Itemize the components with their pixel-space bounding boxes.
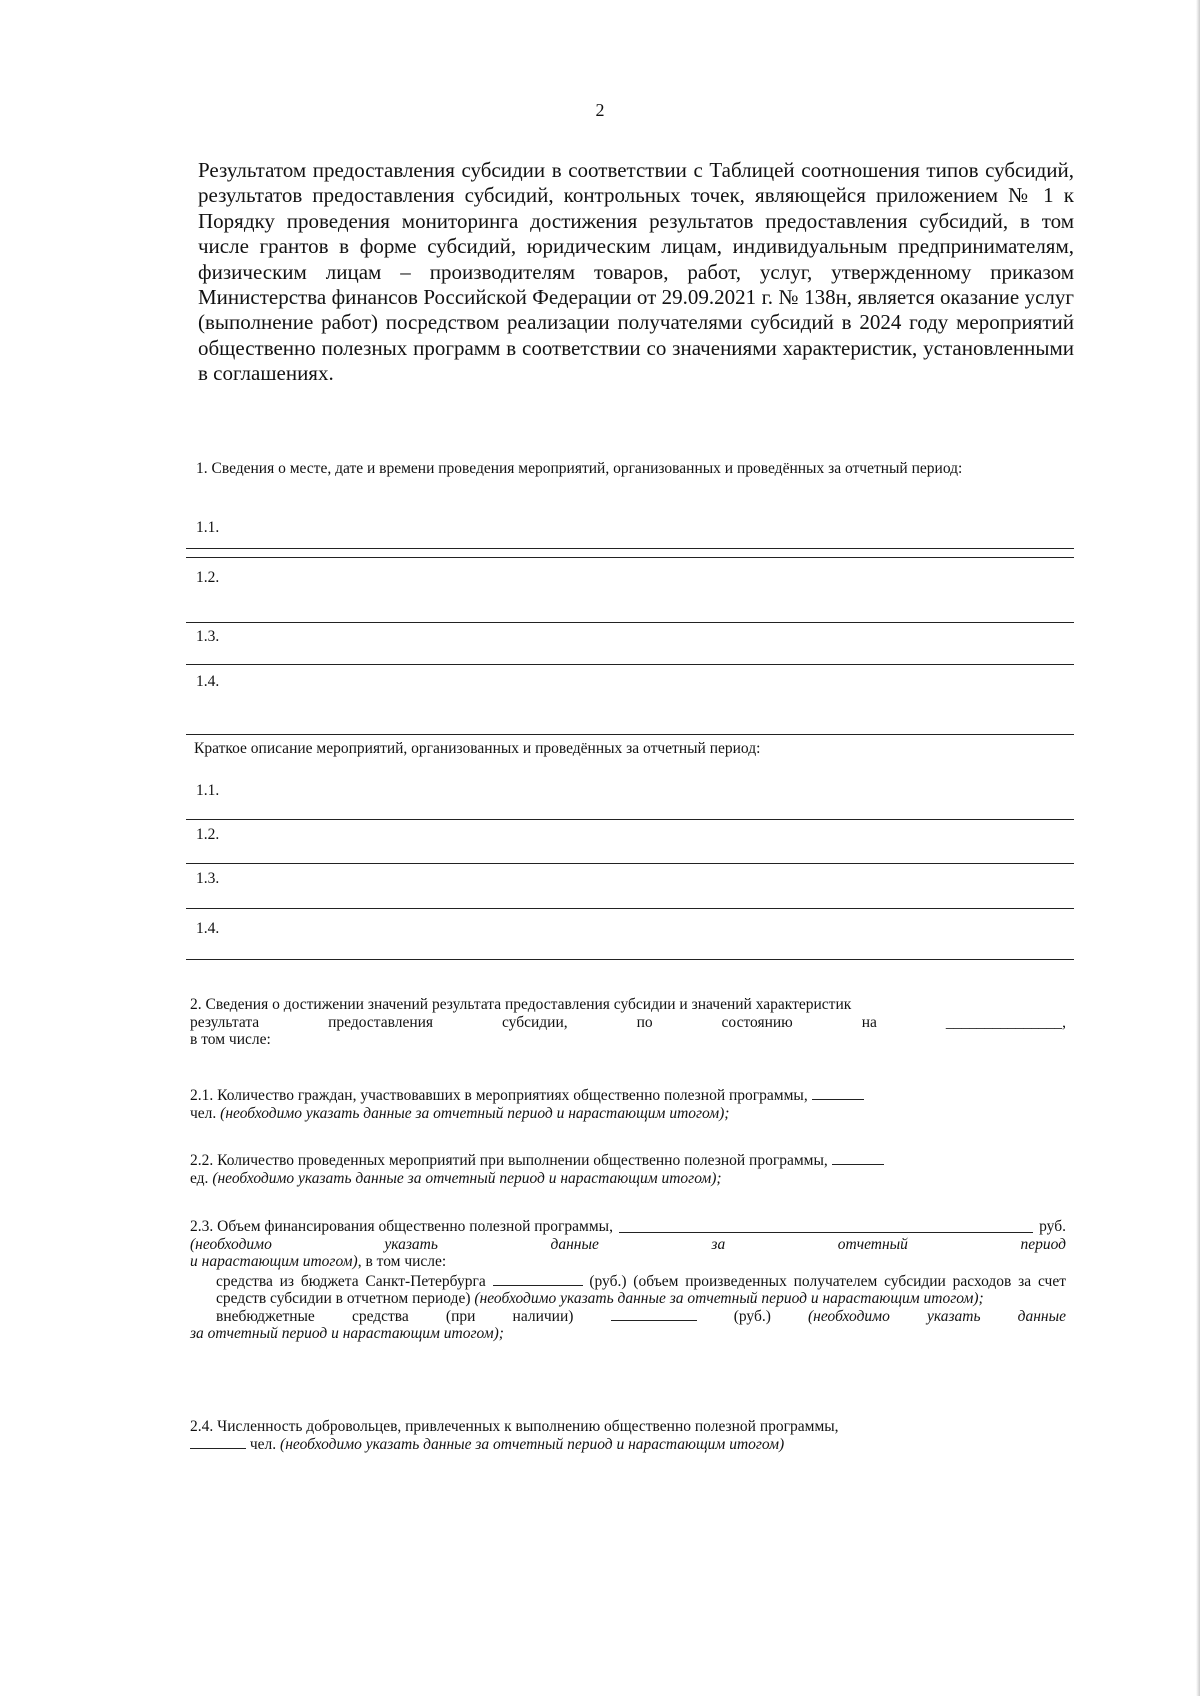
- extra-word: средства: [351, 1307, 409, 1325]
- page-number: 2: [595, 100, 605, 120]
- note-word: период: [1020, 1235, 1066, 1253]
- extra-funds-row: [190, 1308, 1066, 1326]
- budget-blank-field[interactable]: [493, 1273, 583, 1286]
- item-2-4-unit: чел.: [249, 1435, 277, 1453]
- item-2-1-note: (необходимо указать данные за отчетный период и нарастающим итогом);: [220, 1104, 730, 1122]
- heading-word: на: [861, 1013, 877, 1031]
- section1-item-line[interactable]: [186, 663, 1074, 665]
- item-2-1: [190, 1087, 1066, 1122]
- heading-word: состоянию: [721, 1013, 793, 1031]
- note-word: данные: [550, 1235, 599, 1253]
- brief-item-label: 1.1.: [196, 782, 220, 799]
- section2-heading: [190, 996, 1066, 1049]
- note-word: отчетный: [837, 1235, 908, 1253]
- scan-edge: [1196, 0, 1200, 1696]
- extra-note-word: (необходимо: [808, 1307, 890, 1325]
- section2-heading-line3: в том числе:: [190, 1031, 271, 1048]
- section1-item-line[interactable]: [186, 547, 1074, 549]
- brief-description-heading: Краткое описание мероприятий, организованных и проведённых за отчетный период:: [194, 740, 761, 757]
- brief-item-line[interactable]: [186, 907, 1074, 909]
- brief-item-line[interactable]: [186, 818, 1074, 820]
- item-2-3-text: 2.3. Объем финансирования общественно полезной программы,: [190, 1218, 613, 1235]
- budget-mid: (руб.) (объем произведенных получателем субсидии расходов за счет средств субсидии в отчетном периоде): [216, 1272, 1066, 1307]
- item-2-2-note: (необходимо указать данные за отчетный период и нарастающим итогом);: [212, 1169, 722, 1187]
- section1-item-label: 1.3.: [196, 628, 220, 645]
- item-2-1-unit: чел.: [190, 1104, 217, 1122]
- brief-item-line[interactable]: [186, 958, 1074, 960]
- extra-note-word: данные: [1017, 1307, 1066, 1325]
- note-word: (необходимо: [190, 1235, 272, 1253]
- brief-item-line[interactable]: [186, 862, 1074, 864]
- heading-word: по: [636, 1013, 653, 1031]
- item-2-2-text: 2.2. Количество проведенных мероприятий при выполнении общественно полезной программы,: [190, 1152, 828, 1169]
- section1-item-line[interactable]: [186, 556, 1074, 558]
- item-2-4-blank-field[interactable]: [190, 1436, 246, 1449]
- extra-blank-field[interactable]: [611, 1308, 697, 1321]
- extra-unit: (руб.): [733, 1307, 771, 1325]
- item-2-3-blank-field[interactable]: [619, 1220, 1033, 1233]
- section2-heading-line1: 2. Сведения о достижении значений результата предоставления субсидии и значений характеристик: [190, 996, 852, 1013]
- brief-item-label: 1.3.: [196, 870, 220, 887]
- item-2-3-note-end: и нарастающим итогом): [190, 1253, 358, 1270]
- intro-paragraph: Результатом предоставления субсидии в соответствии с Таблицей соотношения типов субсидий, результатов предоставления субсидий, контрольных точек, являющейся приложением № 1 к Порядку проведения мониторинга достижения результатов предоставления субсидий, в том числе грантов в форме субсидий, юридическим лицам, индивидуальным предпринимателям, физическим лицам – производителям товаров, работ, услуг, утвержденному приказом Министерства финансов Российской Федерации от 29.09.2021 г. № 138н, является оказание услуг (выполнение работ) посредством реализации получателями субсидий в 2024 году мероприятий общественно полезных программ в соответствии со значениями характеристик, установленными в соглашениях.: [198, 158, 1074, 386]
- note-word: за: [711, 1235, 726, 1253]
- section1-item-line[interactable]: [186, 621, 1074, 623]
- item-2-3-unit: руб.: [1039, 1218, 1066, 1235]
- item-2-2-blank-field[interactable]: [832, 1152, 884, 1165]
- budget-prefix: средства из бюджета Санкт-Петербурга: [216, 1272, 486, 1290]
- heading-word: субсидии,: [501, 1013, 568, 1031]
- section1-item-line[interactable]: [186, 733, 1074, 735]
- budget-note: (необходимо указать данные за отчетный период и нарастающим итогом);: [474, 1290, 984, 1307]
- extra-word: внебюджетные: [216, 1307, 315, 1325]
- budget-funds-row: [190, 1273, 1066, 1308]
- note-word: указать: [384, 1235, 438, 1253]
- item-2-1-text: 2.1. Количество граждан, участвовавших в мероприятиях общественно полезной программы,: [190, 1087, 808, 1104]
- extra-note-word: указать: [926, 1307, 981, 1325]
- extra-word: наличии): [512, 1307, 574, 1325]
- item-2-2-unit: ед.: [190, 1169, 209, 1187]
- item-2-4-text: 2.4. Численность добровольцев, привлеченных к выполнению общественно полезной программы,: [190, 1418, 839, 1435]
- item-2-1-blank-field[interactable]: [812, 1087, 864, 1100]
- extra-note-end: за отчетный период и нарастающим итогом);: [190, 1325, 504, 1342]
- section1-item-label: 1.2.: [196, 569, 220, 586]
- section1-item-label: 1.4.: [196, 673, 220, 690]
- item-2-4-note: (необходимо указать данные за отчетный период и нарастающим итогом): [280, 1435, 785, 1453]
- item-2-2: [190, 1152, 1066, 1187]
- item-2-3-note: [190, 1236, 1066, 1254]
- date-blank-field[interactable]: _______________,: [945, 1013, 1066, 1031]
- brief-item-label: 1.2.: [196, 826, 220, 843]
- section1-item-label: 1.1.: [196, 519, 220, 536]
- heading-word: результата: [190, 1013, 260, 1031]
- section1-heading: 1. Сведения о месте, дате и времени проведения мероприятий, организованных и проведённых за отчетный период:: [196, 460, 963, 477]
- brief-item-label: 1.4.: [196, 920, 220, 937]
- extra-word: (при: [445, 1307, 476, 1325]
- item-2-3: [190, 1218, 1066, 1343]
- item-2-4: [190, 1418, 1066, 1453]
- heading-word: предоставления: [328, 1013, 434, 1031]
- section2-heading-line2: [190, 1014, 1066, 1032]
- item-2-3-note-tail: , в том числе:: [357, 1253, 447, 1270]
